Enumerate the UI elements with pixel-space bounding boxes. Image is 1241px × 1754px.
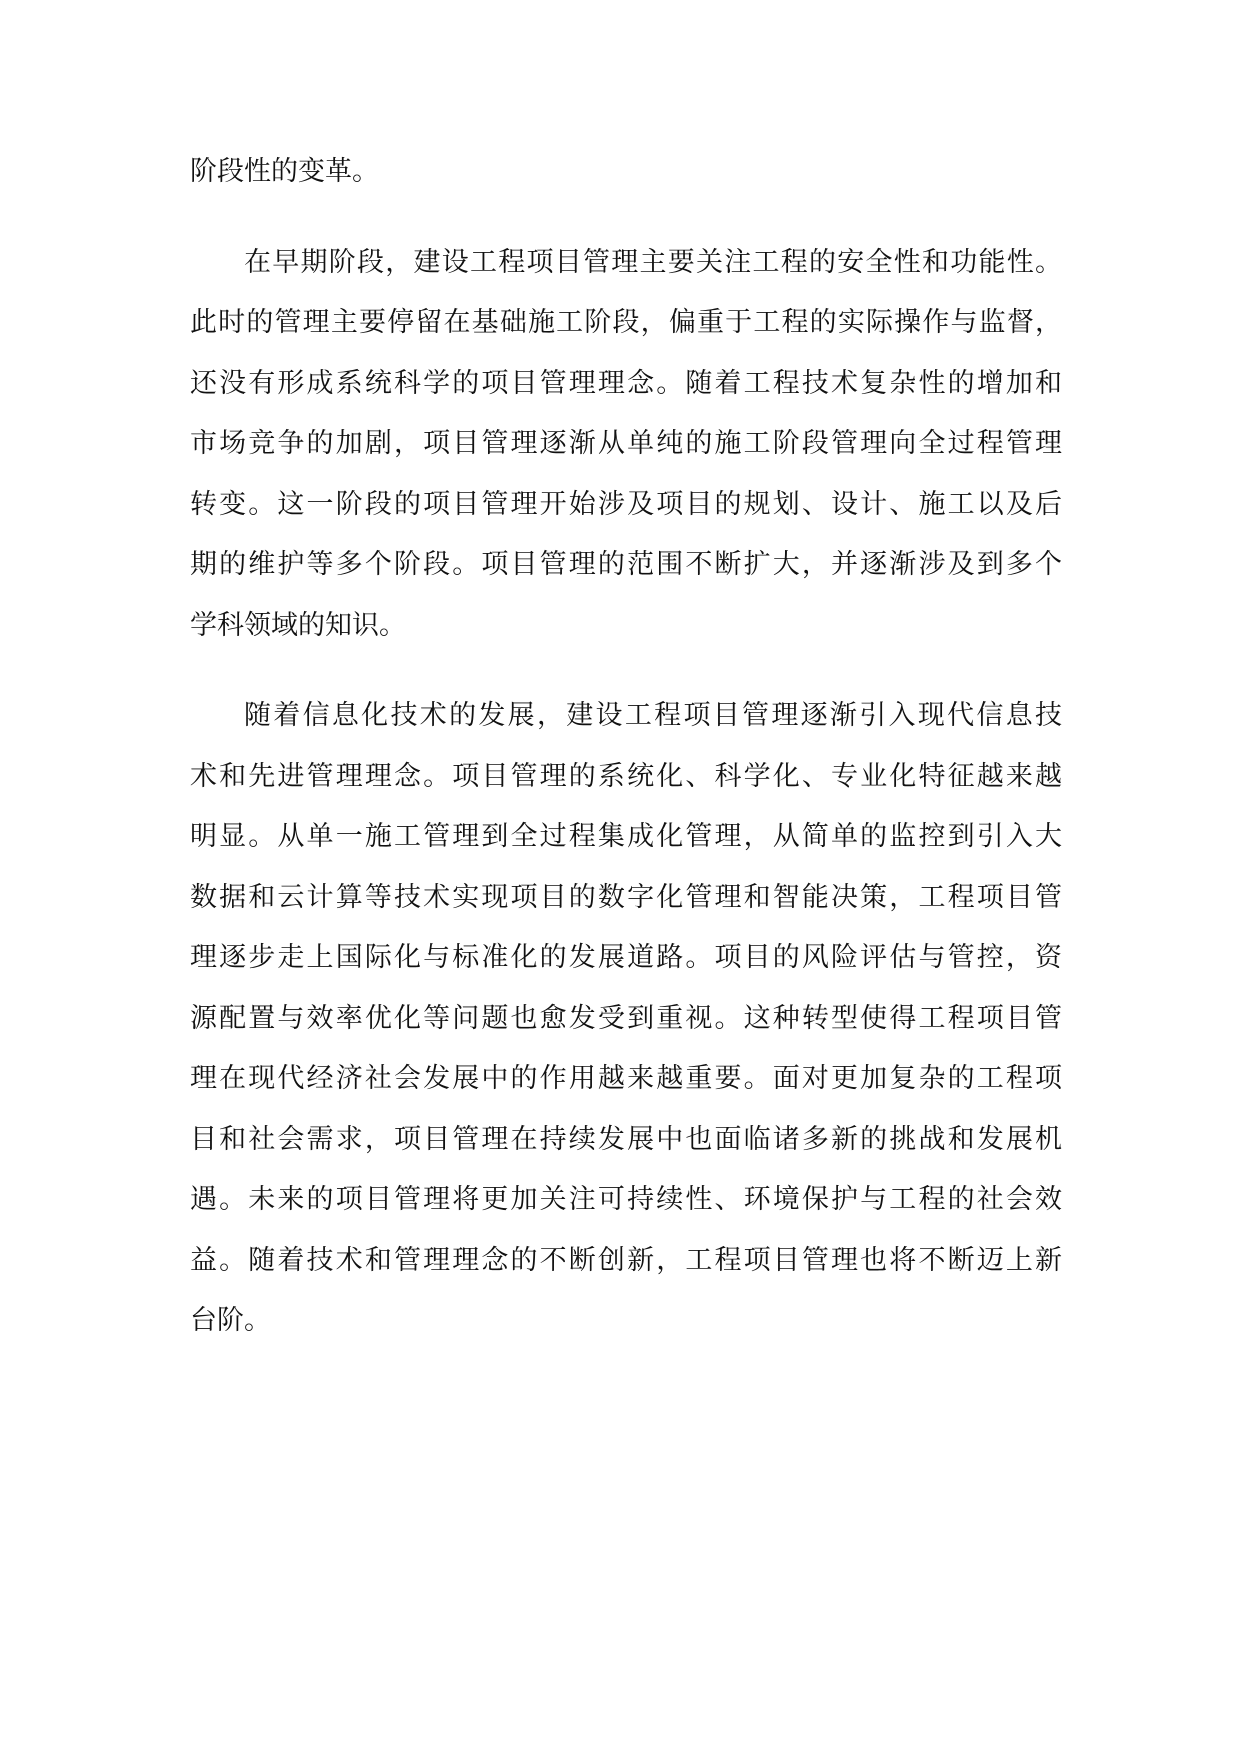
paragraph-3 [190, 686, 1062, 1352]
text-line: 期的维护等多个阶段。项目管理的范围不断扩大，并逐渐涉及到多个 [190, 549, 1062, 580]
text-line: 此时的管理主要停留在基础施工阶段，偏重于工程的实际操作与监督， [190, 307, 1062, 338]
text-line: 在早期阶段，建设工程项目管理主要关注工程的安全性和功能性。 [244, 246, 1062, 278]
text-line: 台阶。 [190, 1305, 271, 1336]
paragraph-1 [190, 142, 1062, 203]
text-line: 源配置与效率优化等问题也愈发受到重视。这种转型使得工程项目管 [190, 1002, 1062, 1034]
text-line: 明显。从单一施工管理到全过程集成化管理，从简单的监控到引入大 [190, 821, 1062, 852]
text-line: 市场竞争的加剧，项目管理逐渐从单纯的施工阶段管理向全过程管理 [190, 428, 1062, 459]
text-line: 益。随着技术和管理理念的不断创新，工程项目管理也将不断迈上新 [190, 1244, 1062, 1276]
text-line: 转变。这一阶段的项目管理开始涉及项目的规划、设计、施工以及后 [190, 488, 1062, 520]
text-line: 遇。未来的项目管理将更加关注可持续性、环境保护与工程的社会效 [190, 1184, 1062, 1215]
text-line: 目和社会需求，项目管理在持续发展中也面临诸多新的挑战和发展机 [190, 1123, 1062, 1155]
text-line: 理逐步走上国际化与标准化的发展道路。项目的风险评估与管控，资 [190, 942, 1062, 973]
paragraph-2 [190, 233, 1062, 657]
text-line: 阶段性的变革。 [190, 156, 379, 187]
text-line: 学科领域的知识。 [190, 609, 406, 641]
text-line: 理在现代经济社会发展中的作用越来越重要。面对更加复杂的工程项 [190, 1063, 1062, 1094]
text-line: 随着信息化技术的发展，建设工程项目管理逐渐引入现代信息技 [244, 700, 1062, 731]
text-line: 术和先进管理理念。项目管理的系统化、科学化、专业化特征越来越 [190, 760, 1062, 792]
text-line: 还没有形成系统科学的项目管理理念。随着工程技术复杂性的增加和 [190, 367, 1062, 399]
text-line: 数据和云计算等技术实现项目的数字化管理和智能决策，工程项目管 [190, 881, 1062, 913]
body-text [190, 142, 1062, 1382]
